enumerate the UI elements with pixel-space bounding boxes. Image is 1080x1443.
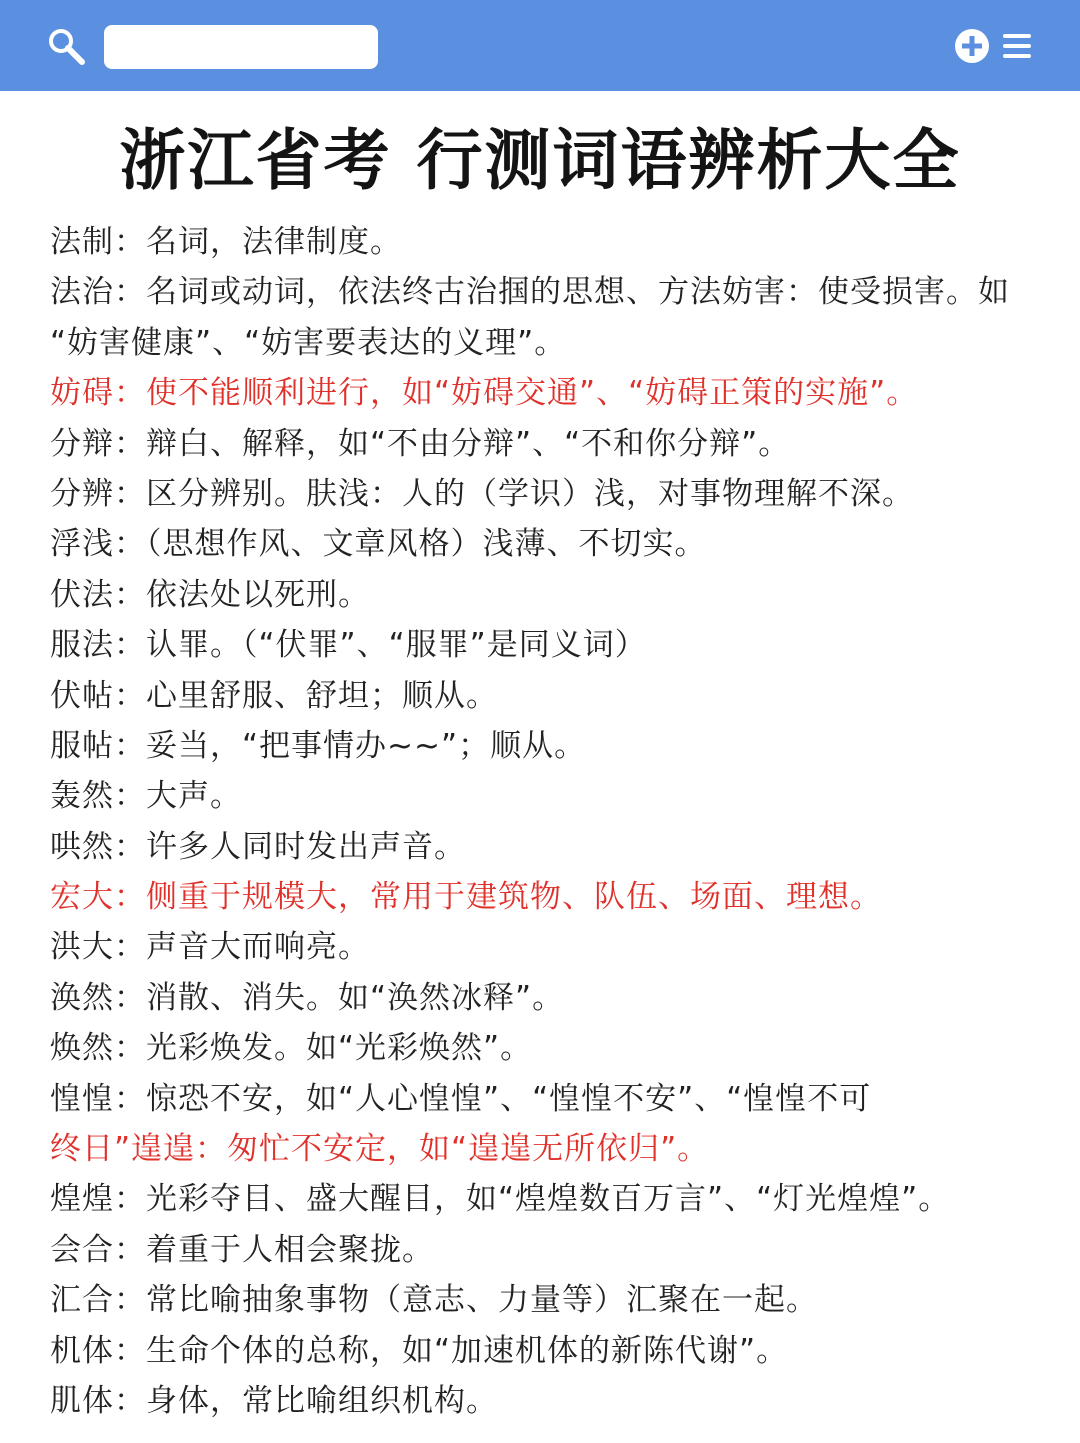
entry-line: 分辨：区分辨别。肤浅：人的（学识）浅，对事物理解不深。: [50, 475, 914, 512]
entry-line: 涣然：消散、消失。如“涣然冰释”。: [50, 979, 565, 1016]
entry-line: 轰然：大声。: [50, 778, 242, 815]
hamburger-menu-icon[interactable]: [1002, 31, 1032, 61]
entry-line: 服帖：妥当，“把事情办~~”；顺从。: [50, 727, 587, 764]
entry-line: “妨害健康”、“妨害要表达的义理”。: [50, 324, 567, 361]
entry-line: 终日”遑遑：匆忙不安定，如“遑遑无所依归”。: [50, 1131, 710, 1168]
entry-line: 哄然：许多人同时发出声音。: [50, 828, 466, 865]
top-toolbar: [0, 0, 1080, 91]
entry-line: 焕然：光彩焕发。如“光彩焕然”。: [50, 1030, 533, 1067]
entry-line: 宏大：侧重于规模大，常用于建筑物、队伍、场面、理想。: [50, 879, 882, 916]
entry-line: 惶惶：惊恐不安，如“人心惶惶”、“惶惶不安”、“惶惶不可: [50, 1080, 872, 1117]
entry-line: 分辩：辩白、解释，如“不由分辩”、“不和你分辩”。: [50, 425, 791, 462]
entry-line: 伏法：依法处以死刑。: [50, 576, 370, 613]
entry-line: 煌煌：光彩夺目、盛大醒目，如“煌煌数百万言”、“灯光煌煌”。: [50, 1181, 951, 1218]
plus-circle-icon[interactable]: [954, 28, 990, 64]
entry-line: 法治：名词或动词，依法终古治掴的思想、方法妨害：使受损害。如: [50, 274, 1010, 311]
entry-line: 汇合：常比喻抽象事物（意志、力量等）汇聚在一起。: [50, 1282, 818, 1319]
search-input[interactable]: [104, 25, 378, 69]
entry-line: 洪大：声音大而响亮。: [50, 929, 370, 966]
entry-line: 法制：名词，法律制度。: [50, 224, 402, 260]
entry-line: 妨碍：使不能顺利进行，如“妨碍交通”、“妨碍正策的实施”。: [50, 375, 919, 412]
entry-line: 会合：着重于人相会聚拢。: [50, 1231, 434, 1268]
vocabulary-list: [50, 217, 1050, 1426]
entry-line: 伏帖：心里舒服、舒坦；顺从。: [50, 677, 498, 714]
entry-line: 肌体：身体，常比喻组织机构。: [50, 1382, 498, 1419]
entry-line: 机体：生命个体的总称，如“加速机体的新陈代谢”。: [50, 1332, 789, 1369]
entry-line: 浮浅：（思想作风、文章风格）浅薄、不切实。: [50, 526, 707, 563]
page-title: 浙江省考 行测词语辨析大全: [119, 122, 961, 199]
entry-line: 服法：认罪。（“伏罪”、“服罪”是同义词）: [50, 627, 647, 664]
search-icon[interactable]: [46, 26, 86, 66]
